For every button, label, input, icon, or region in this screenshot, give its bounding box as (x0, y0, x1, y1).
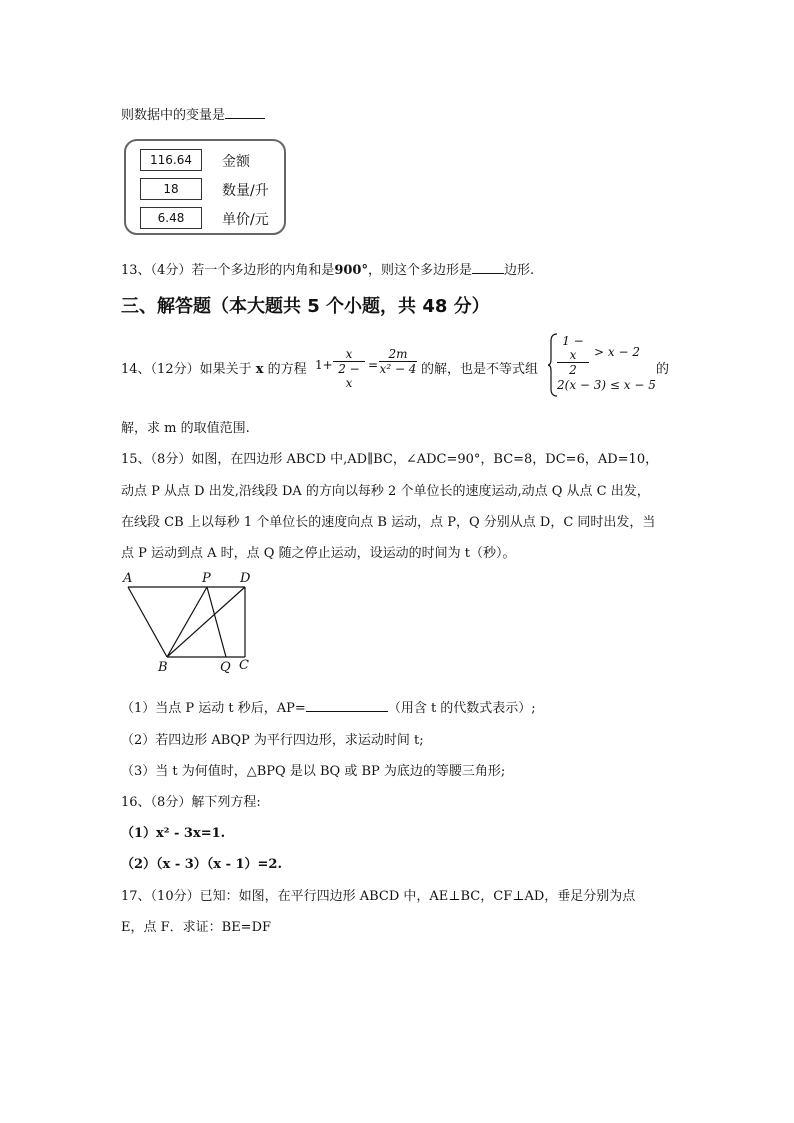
q14-fraction-2 (379, 347, 417, 376)
q15-line3: 在线段 CB 上以每秒 1 个单位长的速度向点 B 运动，点 P，Q 分别从点 D，C 同时出发，当 (121, 515, 656, 530)
q13-line (121, 259, 534, 278)
q14-prefix: 14、（12分）如果关于 (121, 362, 252, 377)
label-P: P (202, 571, 211, 586)
q15-sub1 (121, 697, 536, 716)
quadrilateral-figure (118, 570, 258, 678)
answer-blank (306, 699, 388, 712)
q15-sub3: （3）当 t 为何值时，△BPQ 是以 BQ 或 BP 为底边的等腰三角形; (121, 764, 506, 779)
label-B: B (158, 660, 168, 675)
q16-title: 16、（8分）解下列方程: (121, 795, 261, 810)
q15-sub1-prefix: （1）当点 P 运动 t 秒后，AP= (121, 701, 306, 716)
segment-BD (167, 587, 245, 657)
price-box: 6.48 (140, 207, 202, 229)
q13-suffix: 边形. (503, 263, 535, 278)
q14-middle: 的方程 (267, 362, 307, 377)
q12-tail-text: 则数据中的变量是 (121, 108, 226, 123)
label-D: D (240, 571, 251, 586)
q13-degrees: 900° (334, 263, 368, 278)
q17-line1: 17、（10分）已知：如图，在平行四边形 ABCD 中，AE⊥BC，CF⊥AD，垂足分别为点 (121, 889, 636, 904)
q13-middle: ，则这个多边形是 (367, 263, 472, 278)
q14-after-eq: 的解，也是不等式组 (421, 362, 539, 377)
q17-line2: E，点 F．求证：BE=DF (121, 920, 272, 935)
q15-line2: 动点 P 从点 D 出发,沿线段 DA 的方向以每秒 2 个单位长的速度运动,动点 Q 从点 C 出发， (121, 484, 650, 499)
quantity-box: 18 (140, 178, 202, 200)
price-label: 单价/元 (222, 212, 269, 228)
q14-ineq1-fraction (557, 334, 589, 377)
q16-eq1: （1）x² - 3x=1. (121, 826, 226, 841)
q15-sub1-suffix: （用含 t 的代数式表示）; (387, 701, 536, 716)
q14-frac2-den: x² − 4 (379, 362, 417, 376)
q14-frac1-num: x (345, 347, 353, 361)
q15-sub2: （2）若四边形 ABQP 为平行四边形，求运动时间 t; (121, 733, 424, 748)
q14-var-x: x (255, 362, 264, 377)
q15-line4: 点 P 运动到点 A 时，点 Q 随之停止运动，设运动的时间为 t（秒）。 (121, 546, 516, 561)
q14-de: 的 (656, 362, 670, 377)
q13-prefix: 13、（4分）若一个多边形的内角和是 (121, 263, 335, 278)
answer-blank (472, 261, 504, 274)
q14-one-plus: 1+ (315, 358, 333, 372)
segment-PQ (207, 587, 226, 657)
q14-line2: 解，求 m 的取值范围. (121, 421, 250, 436)
fuel-pump-display (124, 139, 286, 235)
answer-blank (225, 106, 265, 119)
q14-ineq2: 2(x − 3) ≤ x − 5 (557, 378, 656, 392)
q16-eq2: （2）（x - 3）（x - 1）=2. (121, 857, 282, 872)
q14-frac2-num: 2m (388, 347, 408, 361)
amount-label: 金额 (222, 154, 250, 170)
q15-line1: 15、（8分）如图，在四边形 ABCD 中,AD∥BC，∠ADC=90°，BC=8，DC=6，AD=10， (121, 452, 659, 467)
label-A: A (123, 571, 133, 586)
q14-frac1-den: 2 − x (333, 361, 365, 390)
segment-AB (128, 587, 167, 657)
q14-ineq1-den: 2 (557, 362, 589, 377)
section-3-title: 三、解答题（本大题共 5 个小题，共 48 分） (121, 296, 490, 317)
q14-ineq1-num: 1 − x (562, 334, 584, 362)
segment-BP (167, 587, 207, 657)
label-C: C (239, 658, 249, 673)
q14-ineq1-rhs: > x − 2 (594, 345, 640, 359)
amount-box: 116.64 (140, 149, 202, 171)
quantity-label: 数量/升 (222, 183, 269, 199)
q14-equals: = (368, 358, 379, 372)
q14-prefix-group (121, 358, 307, 377)
label-Q: Q (220, 660, 231, 675)
q14-fraction-1 (333, 347, 365, 390)
q12-tail-line (121, 104, 265, 123)
